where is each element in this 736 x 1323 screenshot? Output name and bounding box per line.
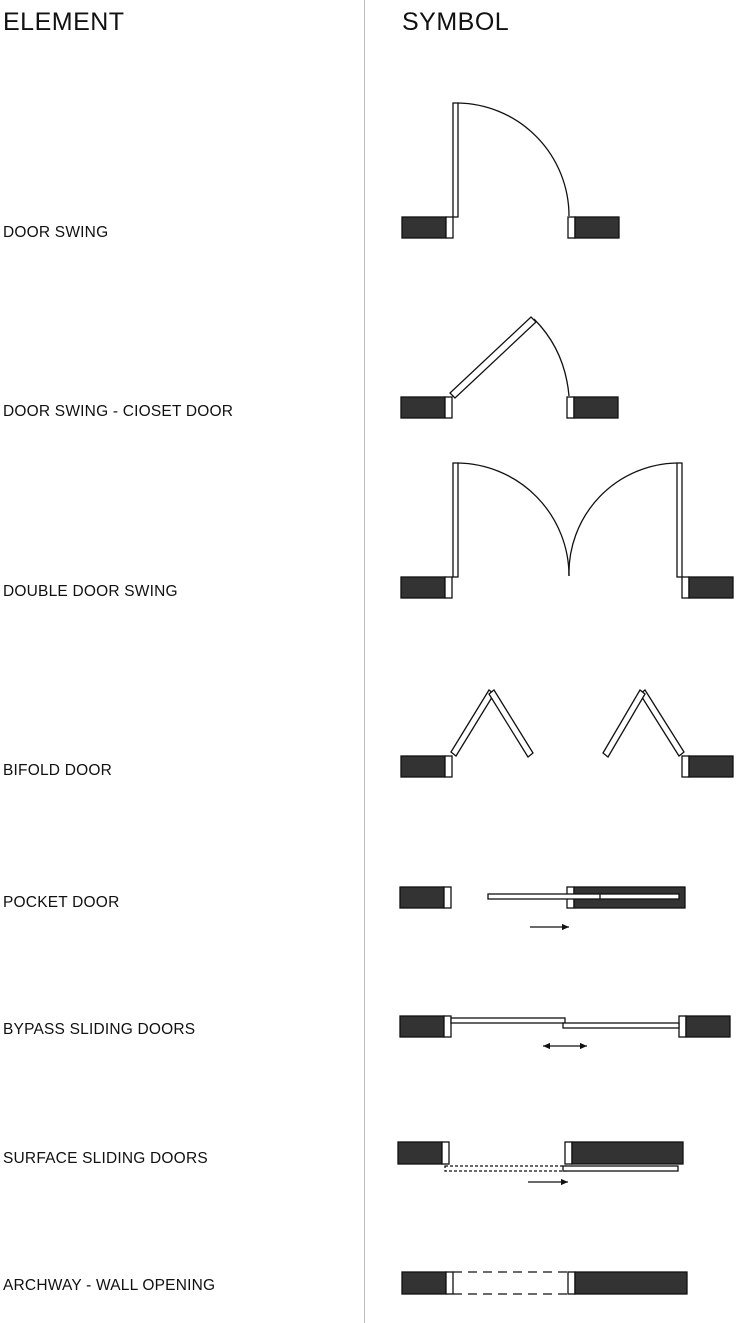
- label-door-swing: DOOR SWING: [3, 224, 109, 241]
- pocket-door-icon: [400, 887, 685, 927]
- label-surface-sliding-doors: SURFACE SLIDING DOORS: [3, 1150, 208, 1167]
- element-column-header: ELEMENT: [3, 8, 125, 36]
- surface-sliding-doors-icon: [398, 1142, 683, 1182]
- bifold-door-icon: [401, 690, 733, 777]
- label-pocket-door: POCKET DOOR: [3, 894, 120, 911]
- archway-wall-opening-icon: [402, 1272, 687, 1294]
- double-door-swing-icon: [401, 463, 733, 598]
- label-bifold-door: BIFOLD DOOR: [3, 762, 112, 779]
- bypass-sliding-doors-icon: [400, 1016, 730, 1046]
- symbol-column-header: SYMBOL: [402, 8, 510, 36]
- label-bypass-sliding-doors: BYPASS SLIDING DOORS: [3, 1021, 196, 1038]
- label-archway-wall-opening: ARCHWAY - WALL OPENING: [3, 1277, 216, 1294]
- closet-door-swing-icon: [401, 317, 618, 418]
- label-double-door-swing: DOUBLE DOOR SWING: [3, 583, 178, 600]
- door-swing-icon: [402, 103, 619, 238]
- label-closet-door-swing: DOOR SWING - CIOSET DOOR: [3, 403, 234, 420]
